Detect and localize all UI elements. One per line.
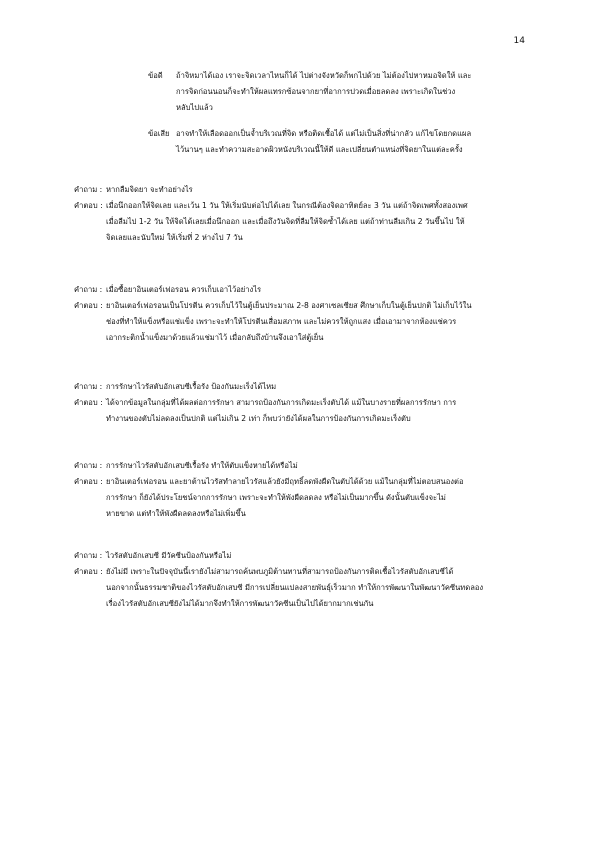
pros-label: ข้อดี: [148, 71, 163, 80]
question-row: [74, 458, 526, 474]
qa-block: [74, 458, 526, 522]
cons-text: อาจทำให้เลือดออกเป็นจ้ำบริเวณที่จิด หรือติดเชื้อได้ แต่ไม่เป็นสิ่งที่น่ากลัว แก้ไขโดยกดแผล ไว้นานๆ และทำความสะอาดผิวหนังบริเวณนี้ให้ดี และเปลี่ยนตำแหน่งที่จิดยาในแต่ละครั้ง: [176, 129, 472, 154]
pros-text: ถ้าจิหมาได้เอง เราจะจิดเวลาไหนก็ได้ ไปต่างจังหวัดก็พกไปด้วย ไม่ต้องไปหาหมอจิดให้ และ การจิดก่อนนอนก็จะทำให้ผลแทรกซ้อนจากยาที่อาการปวดเมื่อยลดลง เพราะเกิดในช่วง หลับไปแล้ว: [176, 71, 472, 112]
answer-text: ยังไม่มี เพราะในปัจจุบันนี้เรายังไม่สามารถค้นพบภูมิต้านทานที่สามารถป้องกันการติดเชื้อไวรัสตับอักเสบซีได้ นอกจากนั้นธรรมชาติของไวรัสตับอักเสบซี มีการเปลี่ยนแปลงสายพันธุ์เร็วมาก ทำให้การพัฒนาในพัฒนาวัคซีนทดลอง เรื่องไวรัสตับอักเสบซียังไม่ได้มากจึงทำให้การพัฒนาวัคซีนเป็นไปได้ยากมากเช่นกัน: [106, 567, 484, 608]
answer-row: [74, 564, 526, 612]
answer-label: คำตอบ :: [74, 201, 103, 210]
question-label: คำถาม :: [74, 551, 103, 560]
question-label: คำถาม :: [74, 285, 103, 294]
question-row: [74, 379, 526, 395]
qa-block: [74, 548, 526, 612]
question-text: ไวรัสตับอักเสบซี มีวัคซีนป้องกันหรือไม่: [106, 551, 232, 560]
question-label: คำถาม :: [74, 382, 103, 391]
answer-label: คำตอบ :: [74, 301, 103, 310]
question-row: [74, 282, 526, 298]
question-label: คำถาม :: [74, 185, 103, 194]
question-text: การรักษาไวรัสตับอักเสบซีเรื้อรัง ทำให้ตับแข็งหายได้หรือไม่: [106, 461, 298, 470]
qa-block: [74, 379, 526, 427]
answer-row: [74, 395, 526, 427]
answer-label: คำตอบ :: [74, 477, 103, 486]
answer-text: ยาอินเตอร์เฟอรอน และยาต้านไวรัสทำลายไวรัสแล้วยังมีฤทธิ์ลดพังผืดในตับได้ด้วย แม้ในกลุ่มที่ไม่ตอบสนองต่อ การรักษา ก็ยังได้ประโยชน์จากการรักษา เพราะจะทำให้พังผืดลดลง หรือไม่เป็นมากขึ้น ดังนั้นตับแข็งจะไม่ หายขาด แต่ทำให้พังผืดลดลงหรือไม่เพิ่มขึ้น: [106, 477, 464, 518]
answer-row: [74, 198, 526, 246]
page-number: 14: [513, 36, 525, 46]
cons-item: [148, 126, 520, 158]
answer-text: เมื่อนึกออกให้จิดเลย และเว้น 1 วัน ให้เริ่มนับต่อไปได้เลย ในกรณีต้องจิดอาทิตย์ละ 3 วัน แต่ถ้าจิดเพศทั้งสองเพศ เมื่อลืมไป 1-2 วัน ให้จิดได้เลยเมื่อนึกออก และเมื่อถึงวันจิดที่ลืมให้จิดซ้ำได้เลย แต่ถ้าท่านลืมเกิน 2 วันขึ้นไป ให้ จิดเลยและนับใหม่ ให้เริ่มที่ 2 ห่างไป 7 วัน: [106, 201, 468, 242]
question-label: คำถาม :: [74, 461, 103, 470]
answer-row: [74, 298, 526, 346]
pros-item: [148, 68, 520, 116]
qa-block: [74, 282, 526, 346]
question-text: หากลืมจิดยา จะทำอย่างไร: [106, 185, 193, 194]
answer-text: ยาอินเตอร์เฟอรอนเป็นโปรตีน ควรเก็บไว้ในตู้เย็นประมาณ 2-8 องศาเซลเซียส ศึกษาเก็บในตู้เย็นปกติ ไม่เก็บไว้ใน ช่องที่ทำให้แข็งหรือแช่แข็ง เพราะจะทำให้โปรตีนเสื่อมสภาพ และไม่ควรให้ถูกแสง เมื่อเอามาจากห้องแช่ควร เอากระติกน้ำแข็งมาด้วยแล้วแช่มาไว้ เมื่อกลับถึงบ้านจึงเอาใส่ตู้เย็น: [106, 301, 472, 342]
answer-label: คำตอบ :: [74, 567, 103, 576]
qa-block: [74, 182, 526, 246]
cons-label: ข้อเสีย: [148, 129, 170, 138]
question-row: [74, 182, 526, 198]
answer-text: ได้จากข้อมูลในกลุ่มที่ได้ผลต่อการรักษา สามารถป้องกันการเกิดมะเร็งตับได้ แม้ในบางรายที่ผลการรักษา การ ทำงานของตับไม่ลดลงเป็นปกติ แต่ไม่เกิน 2 เท่า ก็พบว่ายังได้ผลในการป้องกันการเกิดมะเร็งตับ: [106, 398, 457, 423]
answer-row: [74, 474, 526, 522]
answer-label: คำตอบ :: [74, 398, 103, 407]
question-text: การรักษาไวรัสตับอักเสบซีเรื้อรัง ป้องกันมะเร็งได้ไหม: [106, 382, 277, 391]
question-text: เมื่อซื้อยาอินเตอร์เฟอรอน ควรเก็บเอาไว้อย่างไร: [106, 285, 262, 294]
question-row: [74, 548, 526, 564]
